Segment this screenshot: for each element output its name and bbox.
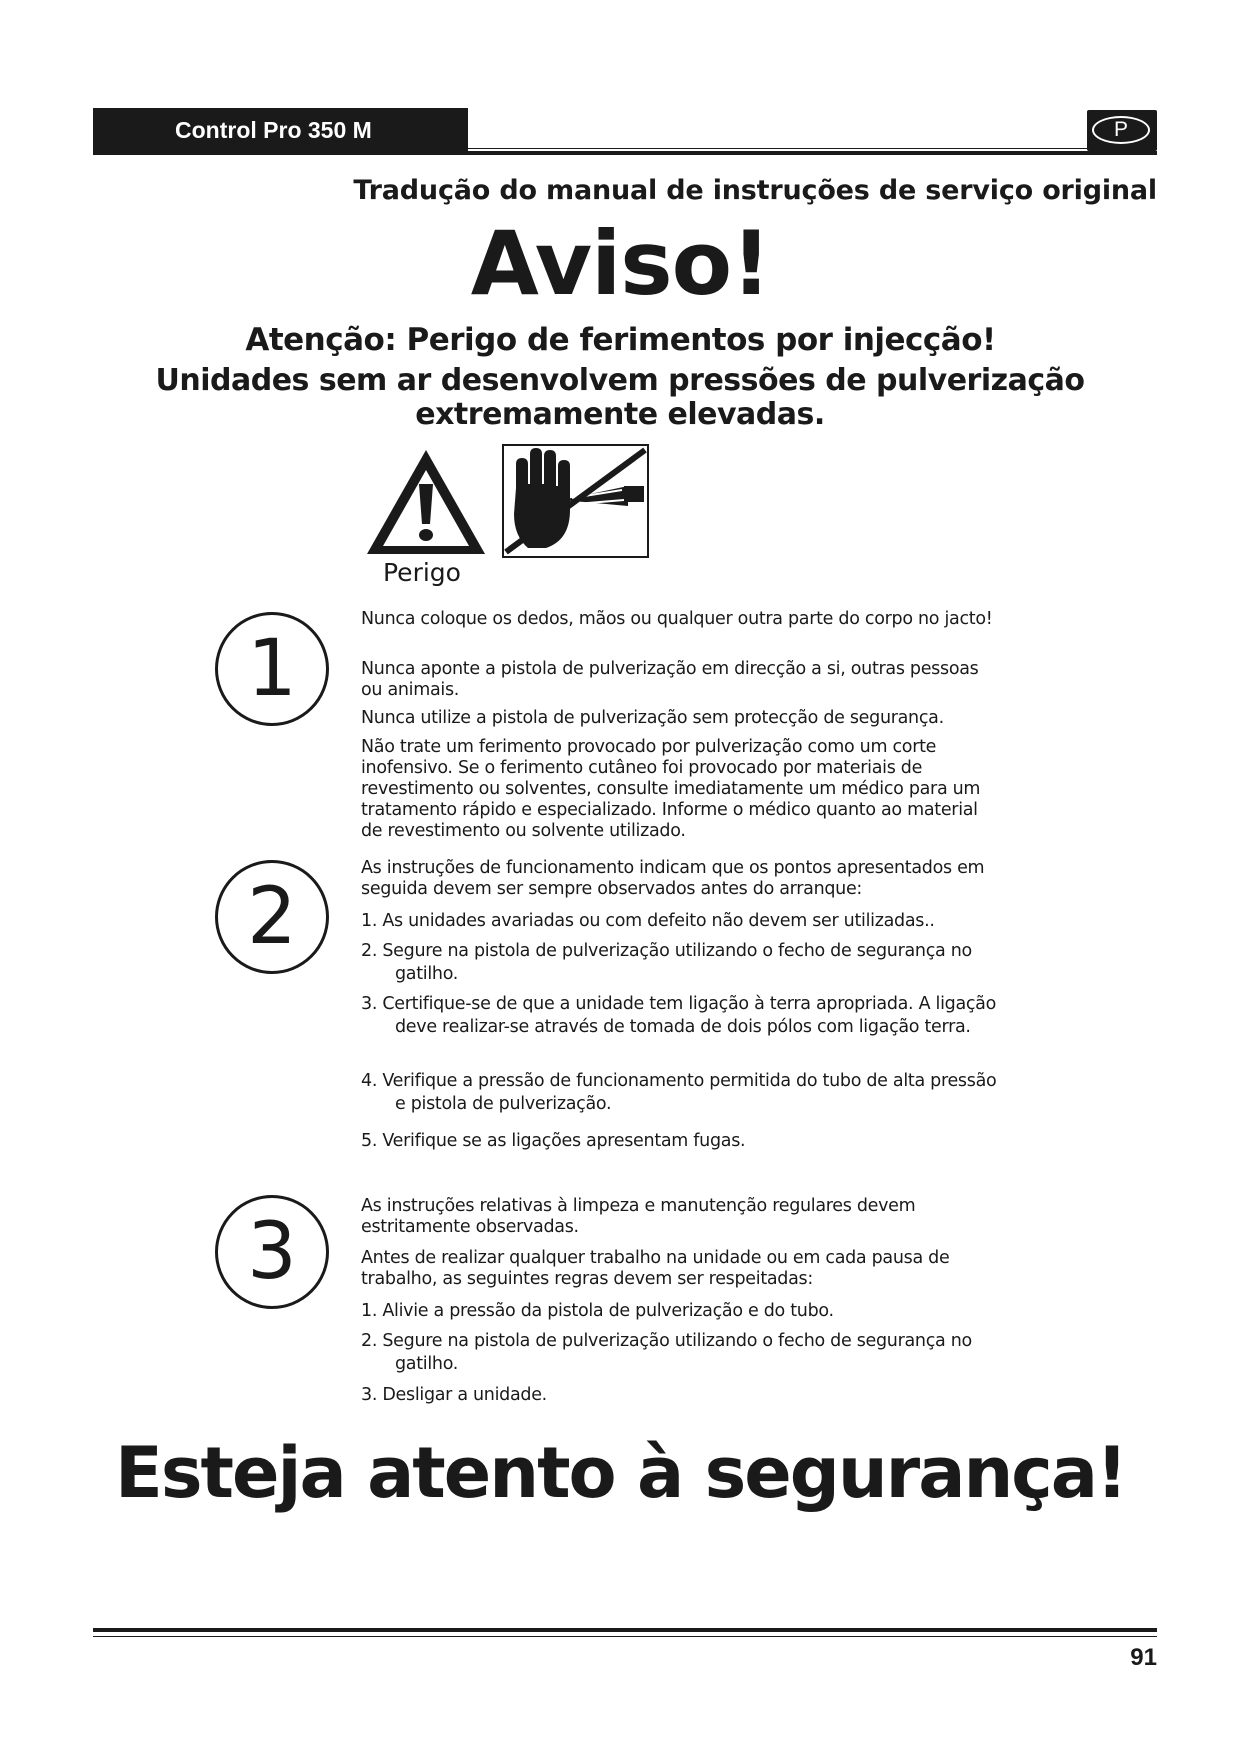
warning-title: Aviso! xyxy=(470,212,771,315)
section3-list-item: 1. Alivie a pressão da pistola de pulverização e do tubo. xyxy=(361,1301,834,1321)
attention-heading: Atenção: Perigo de ferimentos por injecção! xyxy=(245,322,996,358)
pressure-heading-line2: extremamente elevadas. xyxy=(415,397,825,432)
section3-paragraph-2: Antes de realizar qualquer trabalho na unidade ou em cada pausa de trabalho, as seguintes regras devem ser respeitadas: xyxy=(361,1248,950,1289)
footer-rule xyxy=(93,1628,1157,1632)
section2-intro: As instruções de funcionamento indicam que os pontos apresentados em seguida devem ser sempre observados antes do arranque: xyxy=(361,858,985,899)
page-number: 91 xyxy=(1130,1644,1157,1671)
pressure-heading xyxy=(120,364,1120,432)
section-number-2: 2 xyxy=(215,860,329,974)
footer-rule-thin xyxy=(93,1636,1157,1637)
section1-paragraph-1: Nunca coloque os dedos, mãos ou qualquer outra parte do corpo no jacto! xyxy=(361,609,993,629)
section3-list-item: 2. Segure na pistola de pulverização utilizando o fecho de segurança no gatilho. xyxy=(361,1331,972,1374)
header-rule-thin xyxy=(468,148,1088,149)
section3-paragraph-1: As instruções relativas à limpeza e manutenção regulares devem estritamente observadas. xyxy=(361,1196,916,1237)
section1-paragraph-3: Nunca utilize a pistola de pulverização sem protecção de segurança. xyxy=(361,708,944,728)
language-badge xyxy=(1087,110,1157,151)
section2-list-item: 3. Certifique-se de que a unidade tem ligação à terra apropriada. A ligação deve realizar-se através de tomada de dois pólos com ligação terra. xyxy=(361,994,997,1037)
section3-list-item: 3. Desligar a unidade. xyxy=(361,1385,547,1405)
product-title: Control Pro 350 M xyxy=(175,117,372,143)
document-subtitle: Tradução do manual de instruções de serviço original xyxy=(353,175,1157,206)
pressure-heading-line1: Unidades sem ar desenvolvem pressões de pulverização xyxy=(155,363,1085,398)
section2-list-item: 2. Segure na pistola de pulverização utilizando o fecho de segurança no gatilho. xyxy=(361,941,972,984)
section2-list-item: 1. As unidades avariadas ou com defeito não devem ser utilizadas.. xyxy=(361,911,935,931)
section1-paragraph-4: Não trate um ferimento provocado por pulverização como um corte inofensivo. Se o ferimento cutâneo foi provocado por materiais de revestimento ou solventes, consulte imediatamente um médico para um tratamento rápido e especializado. Informe o médico quanto ao material de revestimento ou solvente utilizado. xyxy=(361,737,981,841)
section2-list-item: 5. Verifique se as ligações apresentam fugas. xyxy=(361,1131,746,1151)
section-number-1: 1 xyxy=(215,612,329,726)
section1-paragraph-2: Nunca aponte a pistola de pulverização em direcção a si, outras pessoas ou animais. xyxy=(361,659,979,700)
hand-spray-prohibited-icon xyxy=(502,444,649,558)
product-title-bar xyxy=(93,108,468,152)
section2-list-item: 4. Verifique a pressão de funcionamento permitida do tubo de alta pressão e pistola de pulverização. xyxy=(361,1071,997,1114)
header-rule xyxy=(93,151,1157,155)
language-badge-label: P xyxy=(1092,116,1150,144)
section-number-3: 3 xyxy=(215,1195,329,1309)
danger-label: Perigo xyxy=(383,558,461,587)
warning-triangle-icon xyxy=(363,446,489,558)
safety-slogan: Esteja atento à segurança! xyxy=(115,1432,1126,1514)
